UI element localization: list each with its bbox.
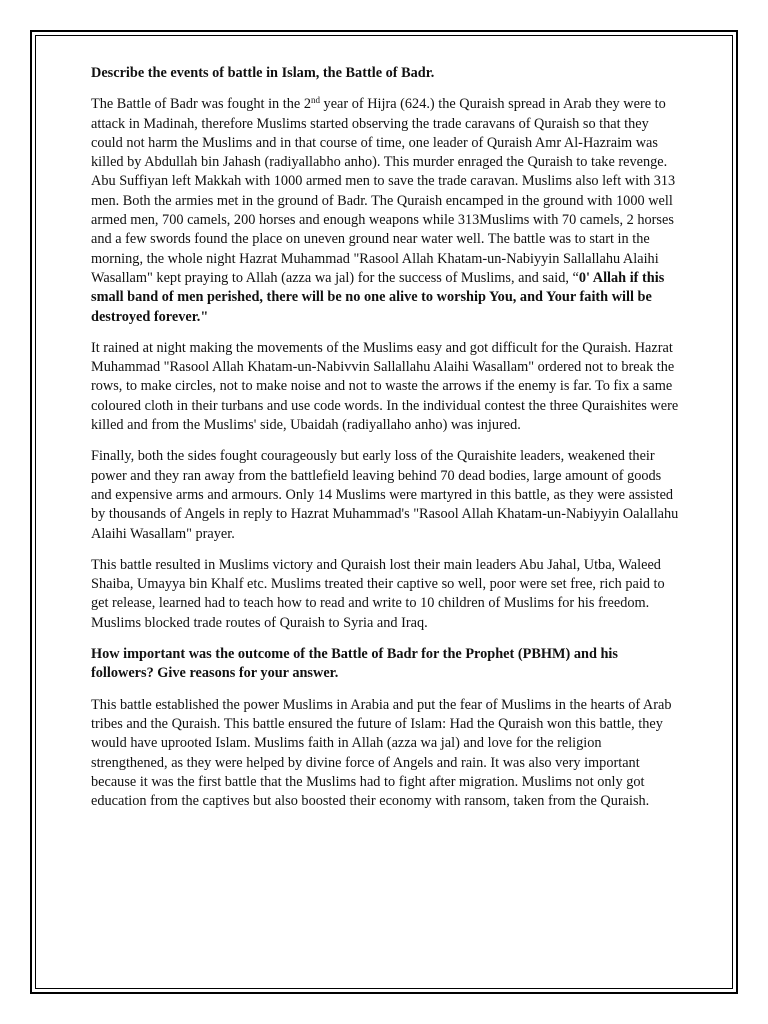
prayer-quote: 0' Allah if this small band of men perished, there will be no one alive to worship You, and Your faith will be destroyed forever." bbox=[91, 269, 665, 325]
paragraph-1 bbox=[91, 95, 681, 327]
paragraph-1-text-b: year of Hijra (624.) the Quraish spread in Arab they were to attack in Madinah, therefore Muslims started observing the trade caravans of Quraish so that they could not harm the Muslims and in that course of time, one leader of Quraish Amr Al-Hazraim was killed by Abdullah bin Jahash (radiyallabho anho). This murder enraged the Quraish to take revenge. Abu Suffiyan left Makkah with 1000 armed men to save the trade caravan. Muslims also left with 313 men. Both the armies met in the ground of Badr. The Quraish encamped in the ground with 1000 well armed men, 700 camels, 200 horses and enough weapons while 313Muslims with 70 camels, 2 horses and a few swords found the place on uneven ground near water well. The battle was to start in the morning, the whole night Hazrat Muhammad "Rasool Allah Khatam-un-Nabiyyin Sallallahu Alaihi Wasallam" kept praying to Allah (azza wa jal) for the success of Muslims, and said, “ bbox=[91, 96, 676, 286]
question-heading-1: Describe the events of battle in Islam, the Battle of Badr. bbox=[91, 65, 435, 81]
paragraph-3: Finally, both the sides fought courageously but early loss of the Quraishite leaders, weakened their power and they ran away from the battlefield leaving behind 70 dead bodies, large amount of goods and expensive arms and armours. Only 14 Muslims were martyred in this battle, as they were assisted by thousands of Angels in reply to Hazrat Muhammad's "Rasool Allah Khatam-un-Nabiyyin Oalallahu Alaihi Wasallam" prayer. bbox=[91, 448, 679, 542]
paragraph-1-text-a: The Battle of Badr was fought in the 2 bbox=[91, 96, 311, 113]
question-heading-2: How important was the outcome of the Battle of Badr for the Prophet (PBHM) and his followers? Give reasons for your answer. bbox=[91, 646, 618, 682]
paragraph-5: This battle established the power Muslims in Arabia and put the fear of Muslims in the hearts of Arab tribes and the Quraish. This battle ensured the future of Islam: Had the Quraish won this battle, they would have uprooted Islam. Muslims faith in Allah (azza wa jal) and love for the religion strengthened, as they were helped by divine force of Angels and rain. It was also very important because it was the first battle that the Muslims had to fight after migration. Muslims not only got education from the captives but also boosted their economy with ransom, taken from the Quraish. bbox=[91, 696, 672, 810]
ordinal-superscript: nd bbox=[310, 95, 320, 106]
paragraph-4: This battle resulted in Muslims victory and Quraish lost their main leaders Abu Jahal, Utba, Waleed Shaiba, Umayya bin Khalf etc. Muslims treated their captive so well, poor were set free, rich paid to get release, learned had to teach how to read and write to 10 children of Muslims for his freedom. Muslims blocked trade routes of Quraish to Syria and Iraq. bbox=[91, 556, 665, 631]
document-body bbox=[91, 64, 681, 823]
paragraph-2: It rained at night making the movements of the Muslims easy and got difficult for the Quraish. Hazrat Muhammad "Rasool Allah Khatam-un-Nabivvin Sallallahu Alaihi Wasallam" ordered not to break the rows, to make circles, not to make noise and not to waste the arrows if the enemy is far. To fix a same coloured cloth in their turbans and use code words. In the individual contest the three Quraishites were killed and from the Muslims' side, Ubaidah (radiyallaho anho) was injured. bbox=[91, 339, 679, 434]
